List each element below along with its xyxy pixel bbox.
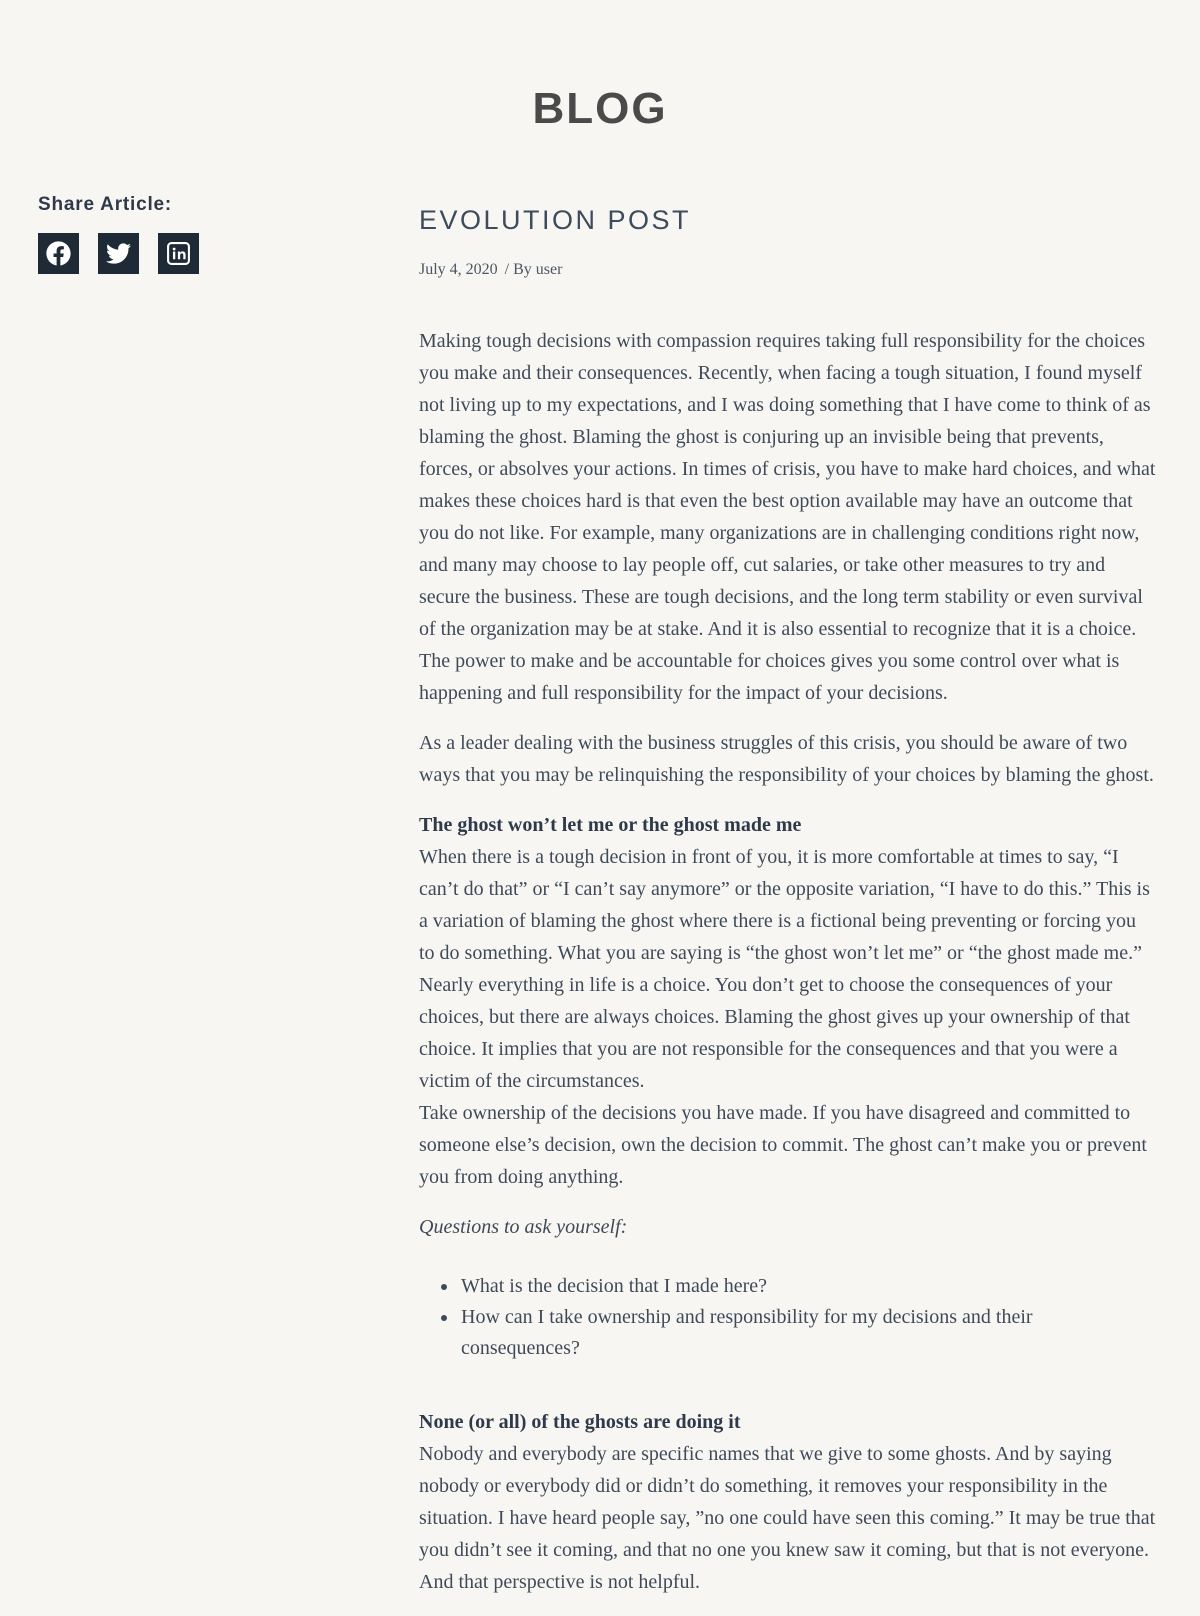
post-author: By user	[513, 261, 563, 278]
share-article-section	[38, 194, 378, 274]
facebook-share-button[interactable]	[38, 233, 79, 274]
share-article-label: Share Article:	[38, 194, 173, 215]
paragraph: As a leader dealing with the business struggles of this crisis, you should be aware of two ways that you may be relinquishing the responsibility of your choices by blaming the ghost.	[419, 732, 1154, 786]
paragraph: Take ownership of the decisions you have made. If you have disagreed and committed to someone else’s decision, own the decision to commit. The ghost can’t make you or prevent you from doing anything.	[419, 1102, 1147, 1188]
subheading-ghost-wont-let-me: The ghost won’t let me or the ghost made me	[419, 814, 802, 836]
post-title: EVOLUTION POST	[419, 205, 692, 235]
linkedin-icon	[166, 241, 191, 266]
linkedin-share-button[interactable]	[158, 233, 199, 274]
paragraph: Making tough decisions with compassion requires taking full responsibility for the choices you make and their consequences. Recently, when facing a tough situation, I found myself not living up to my expectations, and I was doing something that I have come to think of as blaming the ghost. Blaming the ghost is conjuring up an invisible being that prevents, forces, or absolves your actions. In times of crisis, you have to make hard choices, and what makes these choices hard is that even the best option available may have an outcome that you do not like. For example, many organizations are in challenging conditions right now, and many may choose to lay people off, cut salaries, or take other measures to try and secure the business. These are tough decisions, and the long term stability or even survival of the organization may be at stake. And it is also essential to recognize that it is a choice. The power to make and be accountable for choices gives you some control over what is happening and full responsibility for the impact of your decisions.	[419, 330, 1156, 704]
questions-list	[419, 1271, 1156, 1364]
article-body	[419, 325, 1156, 1598]
meta-separator: /	[504, 261, 510, 278]
share-buttons	[38, 233, 378, 274]
paragraph: When there is a tough decision in front of you, it is more comfortable at times to say, “I can’t do that” or “I can’t say anymore” or the opposite variation, “I have to do this.” This is a variation of blaming the ghost where there is a fictional being preventing or forcing you to do something. What you are saying is “the ghost won’t let me” or “the ghost made me.” Nearly everything in life is a choice. You don’t get to choose the consequences of your choices, but there are always choices. Blaming the ghost gives up your ownership of that choice. It implies that you are not responsible for the consequences and that you were a victim of the circumstances.	[419, 846, 1150, 1092]
paragraph: Nobody and everybody are specific names that we give to some ghosts. And by saying nobody or everybody did or didn’t do something, it removes your responsibility in the situation. I have heard people say, ”no one could have seen this coming.” It may be true that you didn’t see it coming, and that no one you knew saw it coming, but that is not everyone. And that perspective is not helpful.	[419, 1443, 1156, 1593]
subheading-none-or-all: None (or all) of the ghosts are doing it	[419, 1411, 741, 1433]
twitter-icon	[106, 241, 131, 266]
facebook-icon	[46, 241, 71, 266]
list-item: • What is the decision that I made here?	[459, 1271, 1156, 1302]
post-date: July 4, 2020	[419, 261, 498, 278]
article	[419, 205, 1156, 1616]
list-item: • How can I take ownership and responsibility for my decisions and their consequences?	[459, 1302, 1156, 1364]
post-meta	[419, 261, 1156, 279]
page-title: BLOG	[532, 84, 668, 133]
questions-intro: Questions to ask yourself:	[419, 1216, 628, 1238]
twitter-share-button[interactable]	[98, 233, 139, 274]
